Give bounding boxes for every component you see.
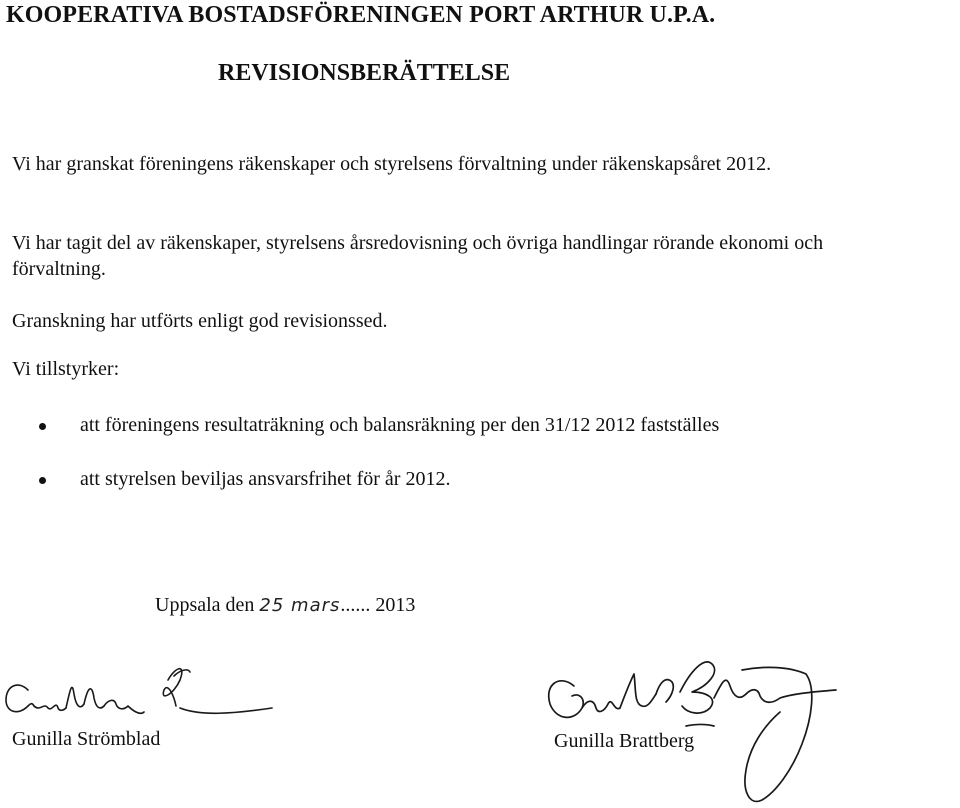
signatory-name: Gunilla Brattberg	[554, 730, 695, 752]
bullet-icon	[39, 423, 46, 430]
list-item-text: att föreningens resultaträkning och balansräkning per den 31/12 2012 fastställes	[80, 414, 720, 436]
paragraph-method: Granskning har utförts enligt god revisionssed.	[12, 310, 388, 332]
date-year: 2013	[375, 594, 416, 616]
signature-brattberg	[530, 642, 840, 808]
handwritten-date: 25 mars	[259, 595, 341, 616]
handwritten-signature-icon	[530, 642, 840, 808]
signatory-name: Gunilla Strömblad	[12, 728, 161, 750]
date-dots: ......	[340, 594, 371, 616]
place-prefix: Uppsala den	[155, 594, 255, 616]
list-item-text: att styrelsen beviljas ansvarsfrihet för år 2012.	[80, 468, 451, 490]
organization-name: KOOPERATIVA BOSTADSFÖRENINGEN PORT ARTHUR U.P.A.	[6, 2, 716, 28]
handwritten-signature-icon	[0, 650, 290, 730]
paragraph-material: Vi har tagit del av räkenskaper, styrelsens årsredovisning och övriga handlingar rörande ekonomi och förvaltning.	[12, 232, 824, 280]
signature-stromblad	[0, 650, 290, 730]
paragraph-scope: Vi har granskat föreningens räkenskaper och styrelsens förvaltning under räkenskapsåret 2012.	[12, 153, 772, 175]
date-line	[155, 594, 415, 617]
document-title: REVISIONSBERÄTTELSE	[218, 60, 511, 86]
bullet-icon	[39, 477, 46, 484]
paragraph-recommendation: Vi tillstyrker:	[12, 358, 120, 380]
